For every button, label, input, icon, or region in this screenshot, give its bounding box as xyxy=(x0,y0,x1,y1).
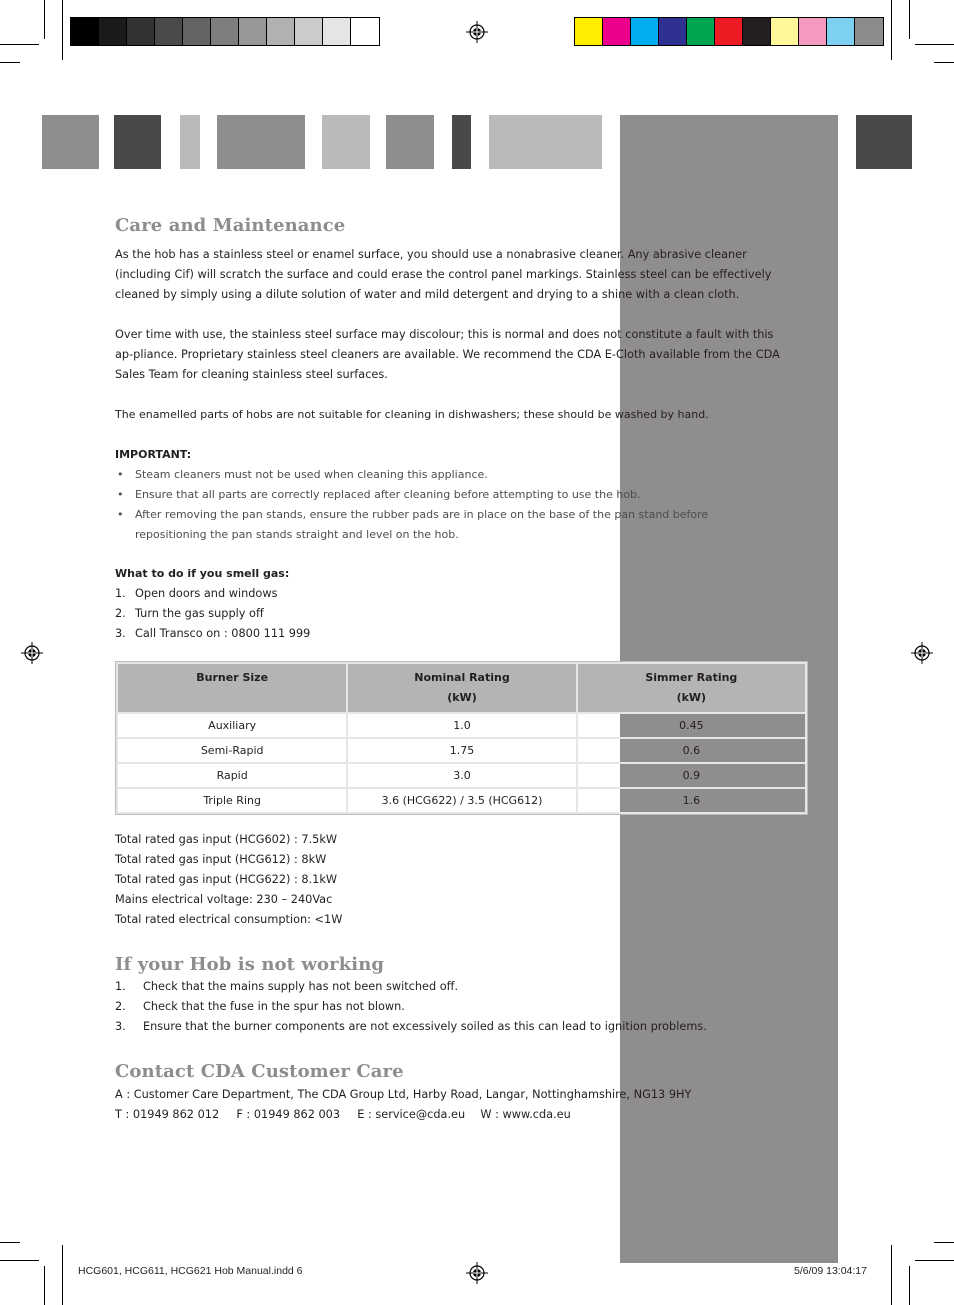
table-cell: 1.75 xyxy=(347,738,576,763)
list-item: 2. Check that the fuse in the spur has not blown. xyxy=(115,1000,405,1013)
table-cell: 1.6 xyxy=(577,788,806,813)
table-cell: Triple Ring xyxy=(117,788,347,813)
color-calibration-bar xyxy=(574,17,884,46)
burner-rating-table xyxy=(116,662,807,814)
contact-fax: F : 01949 862 003 xyxy=(236,1108,341,1121)
color-swatch xyxy=(631,18,659,45)
rating-line: Total rated gas input (HCG622) : 8.1kW xyxy=(115,873,338,886)
list-item: • Steam cleaners must not be used when cleaning this appliance. xyxy=(117,468,488,481)
contact-line xyxy=(115,1105,691,1125)
gray-swatch xyxy=(267,18,295,45)
registration-mark-icon xyxy=(911,642,933,664)
list-item: 3. Call Transco on : 0800 111 999 xyxy=(115,627,311,640)
color-swatch xyxy=(855,18,883,45)
header-burner-size: Burner Size xyxy=(117,663,347,713)
gray-swatch xyxy=(211,18,239,45)
header-nominal-rating: Nominal Rating (kW) xyxy=(347,663,576,713)
contact-address: A : Customer Care Department, The CDA Group Ltd, Harby Road, Langar, Nottinghamshire, NG13 9HY xyxy=(115,1088,692,1101)
footer-filename: HCG601, HCG611, HCG621 Hob Manual.indd 6 xyxy=(78,1265,303,1277)
registration-mark-icon xyxy=(21,642,43,664)
important-label: IMPORTANT: xyxy=(115,448,192,461)
ratings-list xyxy=(115,830,342,930)
color-swatch xyxy=(743,18,771,45)
list-item: 3. Ensure that the burner components are not excessively soiled as this can lead to ignition problems. xyxy=(115,1020,707,1033)
rating-line: Mains electrical voltage: 230 – 240Vac xyxy=(115,893,333,906)
color-swatch xyxy=(827,18,855,45)
table-cell: Semi-Rapid xyxy=(117,738,347,763)
gray-swatch xyxy=(239,18,267,45)
color-swatch xyxy=(771,18,799,45)
table-cell: 3.0 xyxy=(347,763,576,788)
list-item: • After removing the pan stands, ensure the rubber pads are in place on the base of the pan stand before repositioning the pan stands straight and level on the hob. xyxy=(117,508,709,541)
contact-email[interactable]: E : service@cda.eu xyxy=(357,1108,466,1121)
color-swatch xyxy=(715,18,743,45)
color-swatch xyxy=(799,18,827,45)
contact-details xyxy=(115,1085,691,1125)
table-cell: 0.45 xyxy=(577,713,806,738)
list-item: 2. Turn the gas supply off xyxy=(115,607,264,620)
list-item: 1. Open doors and windows xyxy=(115,587,278,600)
care-paragraph-2: Over time with use, the stainless steel surface may discolour; this is normal and does not constitute a fault with this ap-pliance. Proprietary stainless steel cleaners are available. We recommend the CDA E-Cloth available from the CDA Sales Team for cleaning stainless steel surfaces. xyxy=(115,328,780,381)
color-swatch xyxy=(575,18,603,45)
not-working-heading: If your Hob is not working xyxy=(115,954,385,975)
table-row xyxy=(117,713,806,738)
footer-timestamp: 5/6/09 13:04:17 xyxy=(794,1265,867,1277)
contact-web[interactable]: W : www.cda.eu xyxy=(480,1108,571,1121)
gray-swatch xyxy=(99,18,127,45)
table-row xyxy=(117,763,806,788)
table-cell: Auxiliary xyxy=(117,713,347,738)
table-cell: 0.9 xyxy=(577,763,806,788)
gas-steps-list xyxy=(115,584,310,644)
list-item: 1. Check that the mains supply has not been switched off. xyxy=(115,980,459,993)
care-paragraph-1: As the hob has a stainless steel or enamel surface, you should use a nonabrasive cleaner. Any abrasive cleaner (including Cif) will scratch the surface and could erase the control panel markings. Stainless steel can be effectively cleaned by simply using a dilute solution of water and mild detergent and drying to a shine with a clean cloth. xyxy=(115,248,772,301)
table-row xyxy=(117,738,806,763)
registration-mark-icon xyxy=(466,21,488,43)
care-paragraph-3: The enamelled parts of hobs are not suitable for cleaning in dishwashers; these should be washed by hand. xyxy=(115,408,709,421)
table-cell: 3.6 (HCG622) / 3.5 (HCG612) xyxy=(347,788,576,813)
care-heading: Care and Maintenance xyxy=(115,215,346,236)
gray-swatch xyxy=(71,18,99,45)
contact-heading: Contact CDA Customer Care xyxy=(115,1061,404,1082)
color-swatch xyxy=(659,18,687,45)
registration-mark-icon xyxy=(466,1262,488,1284)
table-cell: Rapid xyxy=(117,763,347,788)
header-simmer-rating: Simmer Rating (kW) xyxy=(577,663,806,713)
table-cell: 1.0 xyxy=(347,713,576,738)
gas-label: What to do if you smell gas: xyxy=(115,567,290,580)
rating-line: Total rated electrical consumption: <1W xyxy=(115,913,343,926)
gray-swatch xyxy=(183,18,211,45)
not-working-list xyxy=(115,977,707,1037)
color-swatch xyxy=(687,18,715,45)
grayscale-calibration-bar xyxy=(70,17,380,46)
table-row xyxy=(117,788,806,813)
gray-swatch xyxy=(295,18,323,45)
rating-line: Total rated gas input (HCG612) : 8kW xyxy=(115,853,327,866)
table-header-row xyxy=(117,663,806,713)
gray-swatch xyxy=(127,18,155,45)
important-list xyxy=(115,465,787,545)
gray-swatch xyxy=(155,18,183,45)
rating-line: Total rated gas input (HCG602) : 7.5kW xyxy=(115,833,338,846)
table-cell: 0.6 xyxy=(577,738,806,763)
contact-phone: T : 01949 862 012 xyxy=(115,1108,220,1121)
gray-swatch xyxy=(323,18,351,45)
gray-swatch xyxy=(351,18,379,45)
color-swatch xyxy=(603,18,631,45)
list-item: • Ensure that all parts are correctly replaced after cleaning before attempting to use the hob. xyxy=(117,488,641,501)
